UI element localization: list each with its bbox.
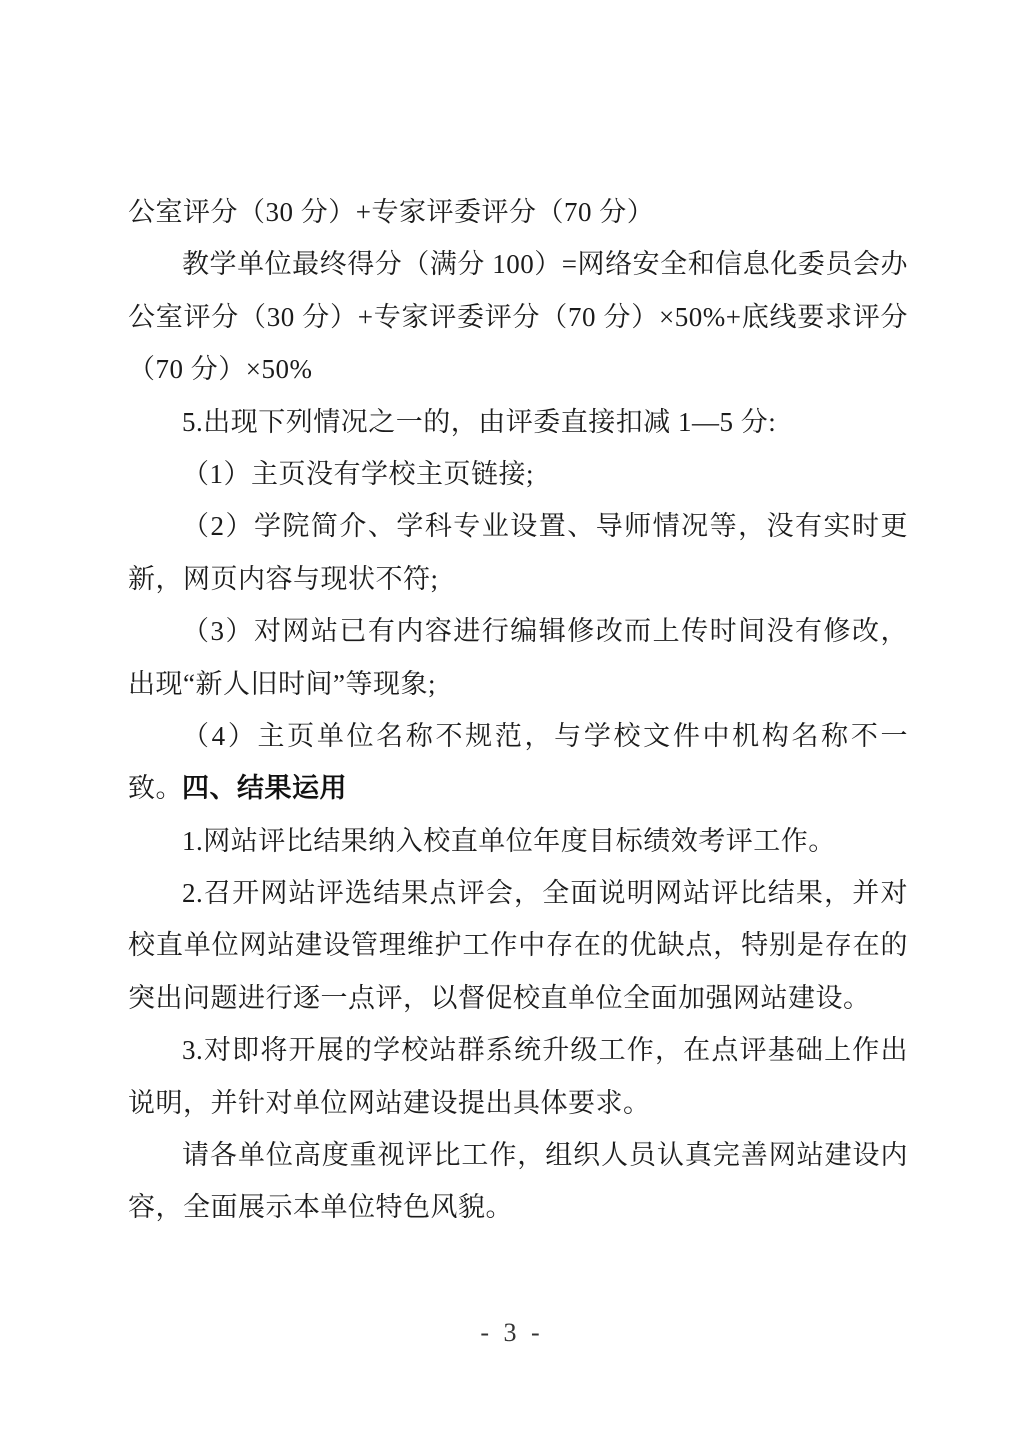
text-line: （70 分）×50% [128,354,313,385]
section-heading: 四、结果运用 [182,773,347,804]
text-line: 公室评分（30 分）+专家评委评分（70 分）×50%+底线要求评分 [128,301,908,332]
text-line: 教学单位最终得分（满分 100）=网络安全和信息化委员会办 [182,249,908,280]
text-line: （2）学院简介、学科专业设置、导师情况等，没有实时更 [182,511,908,542]
text-line: 3.对即将开展的学校站群系统升级工作，在点评基础上作出 [182,1035,908,1066]
text-line: 校直单位网站建设管理维护工作中存在的优缺点，特别是存在的 [128,930,908,961]
text-line: 5.出现下列情况之一的，由评委直接扣减 1—5 分: [182,406,777,437]
text-line: 请各单位高度重视评比工作，组织人员认真完善网站建设内 [182,1140,908,1171]
text-line: 突出问题进行逐一点评，以督促校直单位全面加强网站建设。 [128,982,871,1013]
text-line: （4）主页单位名称不规范，与学校文件中机构名称不一致。 [128,720,908,804]
page-number: - 3 - [480,1318,544,1347]
text-line: 公室评分（30 分）+专家评委评分（70 分） [128,197,655,227]
text-line: 2.召开网站评选结果点评会，全面说明网站评比结果，并对 [182,878,908,909]
text-line: 新，网页内容与现状不符; [128,563,439,594]
text-line: 出现“新人旧时间”等现象; [128,668,436,699]
text-line: 说明，并针对单位网站建设提出具体要求。 [128,1087,651,1118]
text-line: 容，全面展示本单位特色风貌。 [128,1192,513,1223]
document-body [128,186,908,1234]
text-line: （3）对网站已有内容进行编辑修改而上传时间没有修改， [182,616,908,647]
text-line: 1.网站评比结果纳入校直单位年度目标绩效考评工作。 [182,825,836,856]
text-line: （1）主页没有学校主页链接; [182,458,535,489]
